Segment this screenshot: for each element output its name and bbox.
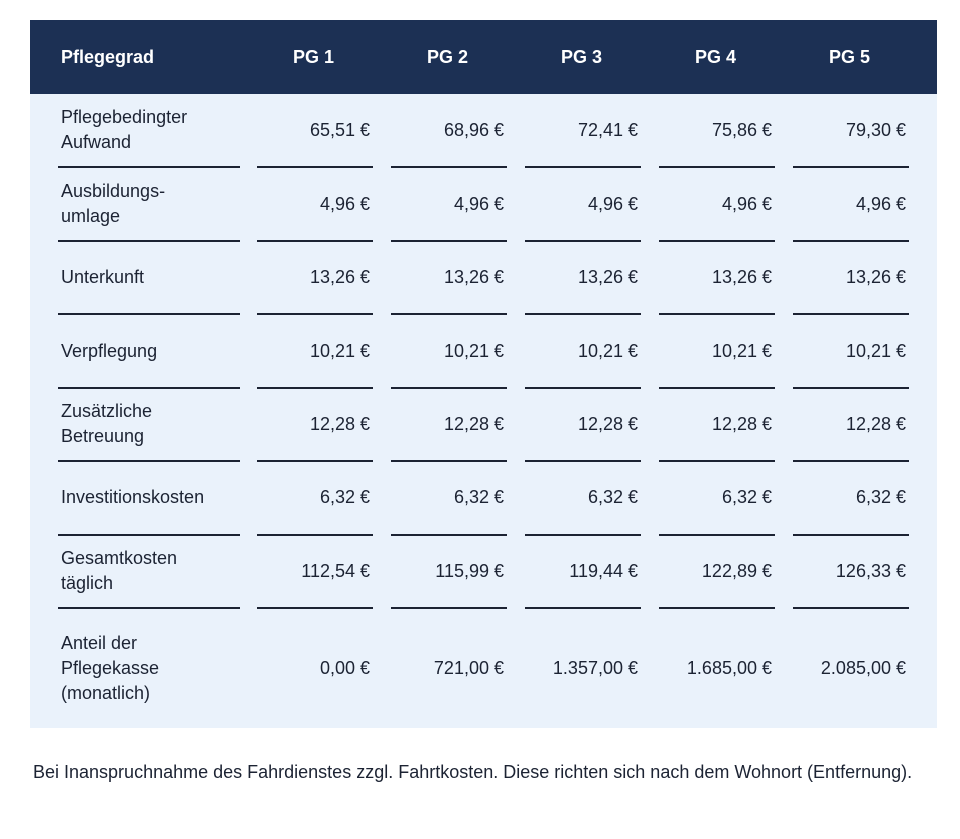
cell-pg4: 1.685,00 € xyxy=(686,658,772,678)
row-divider xyxy=(659,460,775,462)
row-label: Anteil der Pflegekasse (monatlich) xyxy=(61,633,160,703)
table-row xyxy=(30,241,937,313)
row-divider xyxy=(525,313,641,315)
row-divider xyxy=(793,387,909,389)
cell-pg5: 4,96 € xyxy=(855,193,906,214)
cell-pg3: 72,41 € xyxy=(577,119,638,140)
table-row xyxy=(30,94,937,166)
row-divider xyxy=(793,607,909,609)
cell-pg2: 10,21 € xyxy=(443,340,504,361)
row-divider xyxy=(257,313,373,315)
table-row xyxy=(30,461,937,533)
cell-pg3: 1.357,00 € xyxy=(552,658,638,678)
footnote: Bei Inanspruchnahme des Fahrdienstes zzgl. Fahrtkosten. Diese richten sich nach dem Wohnort (Entfernung). xyxy=(33,762,913,782)
cell-pg1: 4,96 € xyxy=(319,193,370,214)
row-label: Zusätzliche Betreuung xyxy=(61,401,153,446)
cell-pg2: 4,96 € xyxy=(453,193,504,214)
row-divider xyxy=(659,387,775,389)
cell-pg1: 6,32 € xyxy=(319,486,370,507)
cell-pg5: 126,33 € xyxy=(835,560,906,581)
row-divider xyxy=(391,534,507,536)
cell-pg5: 12,28 € xyxy=(845,413,906,434)
header-pg1: PG 1 xyxy=(293,47,335,67)
row-label: Verpflegung xyxy=(61,340,158,361)
row-divider xyxy=(58,460,240,462)
row-divider xyxy=(793,166,909,168)
row-divider xyxy=(58,534,240,536)
cell-pg1: 12,28 € xyxy=(309,413,370,434)
cell-pg1: 13,26 € xyxy=(309,266,370,287)
row-divider xyxy=(659,166,775,168)
row-divider xyxy=(525,460,641,462)
cell-pg5: 79,30 € xyxy=(845,119,906,140)
cell-pg3: 6,32 € xyxy=(587,486,638,507)
row-divider xyxy=(58,240,240,242)
cell-pg3: 12,28 € xyxy=(577,413,638,434)
row-divider xyxy=(793,534,909,536)
cell-pg2: 115,99 € xyxy=(435,560,504,581)
row-divider xyxy=(793,313,909,315)
cell-pg4: 13,26 € xyxy=(711,266,772,287)
row-divider xyxy=(257,387,373,389)
row-divider xyxy=(525,607,641,609)
row-divider xyxy=(257,166,373,168)
row-divider xyxy=(58,166,240,168)
row-label: Unterkunft xyxy=(61,266,145,287)
cell-pg1: 10,21 € xyxy=(309,340,370,361)
row-divider xyxy=(58,607,240,609)
table-row xyxy=(30,609,937,728)
cell-pg4: 10,21 € xyxy=(711,340,772,361)
row-divider xyxy=(391,607,507,609)
row-divider xyxy=(525,166,641,168)
row-divider xyxy=(58,313,240,315)
row-divider xyxy=(659,313,775,315)
table-header xyxy=(30,20,937,94)
header-pg3: PG 3 xyxy=(561,47,603,67)
cell-pg2: 68,96 € xyxy=(443,119,504,140)
row-divider xyxy=(659,534,775,536)
cell-pg3: 10,21 € xyxy=(577,340,638,361)
header-pflegegrad: Pflegegrad xyxy=(61,47,155,67)
cell-pg4: 122,89 € xyxy=(701,560,772,581)
row-divider xyxy=(257,607,373,609)
header-pg4: PG 4 xyxy=(695,47,737,67)
row-divider xyxy=(525,240,641,242)
cell-pg1: 0,00 € xyxy=(319,658,370,678)
row-divider xyxy=(257,240,373,242)
row-divider xyxy=(257,460,373,462)
row-divider xyxy=(391,460,507,462)
cost-table xyxy=(30,20,937,728)
cell-pg1: 65,51 € xyxy=(309,119,370,140)
row-divider xyxy=(391,313,507,315)
cell-pg3: 13,26 € xyxy=(577,266,638,287)
row-label: Investitionskosten xyxy=(61,486,205,507)
row-divider xyxy=(793,240,909,242)
row-divider xyxy=(793,460,909,462)
cell-pg4: 6,32 € xyxy=(721,486,772,507)
row-label: Gesamtkosten täglich xyxy=(61,548,178,593)
row-divider xyxy=(659,607,775,609)
header-pg2: PG 2 xyxy=(427,47,469,67)
cell-pg2: 13,26 € xyxy=(443,266,504,287)
header-pg5: PG 5 xyxy=(829,47,871,67)
cell-pg5: 6,32 € xyxy=(855,486,906,507)
cell-pg5: 13,26 € xyxy=(845,266,906,287)
cell-pg5: 2.085,00 € xyxy=(820,658,906,678)
row-divider xyxy=(525,387,641,389)
row-divider xyxy=(391,240,507,242)
table-row xyxy=(30,535,937,607)
row-label: Ausbildungs- umlage xyxy=(61,181,166,226)
table-row xyxy=(30,168,937,240)
cell-pg2: 12,28 € xyxy=(443,413,504,434)
cell-pg3: 119,44 € xyxy=(569,560,638,581)
cell-pg5: 10,21 € xyxy=(845,340,906,361)
row-divider xyxy=(659,240,775,242)
table-row xyxy=(30,388,937,460)
cell-pg2: 721,00 € xyxy=(433,658,504,678)
row-divider xyxy=(257,534,373,536)
table-row xyxy=(30,315,937,387)
cell-pg4: 12,28 € xyxy=(711,413,772,434)
row-divider xyxy=(391,166,507,168)
cell-pg3: 4,96 € xyxy=(587,193,638,214)
row-divider xyxy=(525,534,641,536)
row-divider xyxy=(58,387,240,389)
cell-pg4: 4,96 € xyxy=(721,193,772,214)
row-divider xyxy=(391,387,507,389)
row-label: Pflegebedingter Aufwand xyxy=(61,107,188,152)
cell-pg4: 75,86 € xyxy=(711,119,772,140)
cell-pg2: 6,32 € xyxy=(453,486,504,507)
cell-pg1: 112,54 € xyxy=(301,560,370,581)
